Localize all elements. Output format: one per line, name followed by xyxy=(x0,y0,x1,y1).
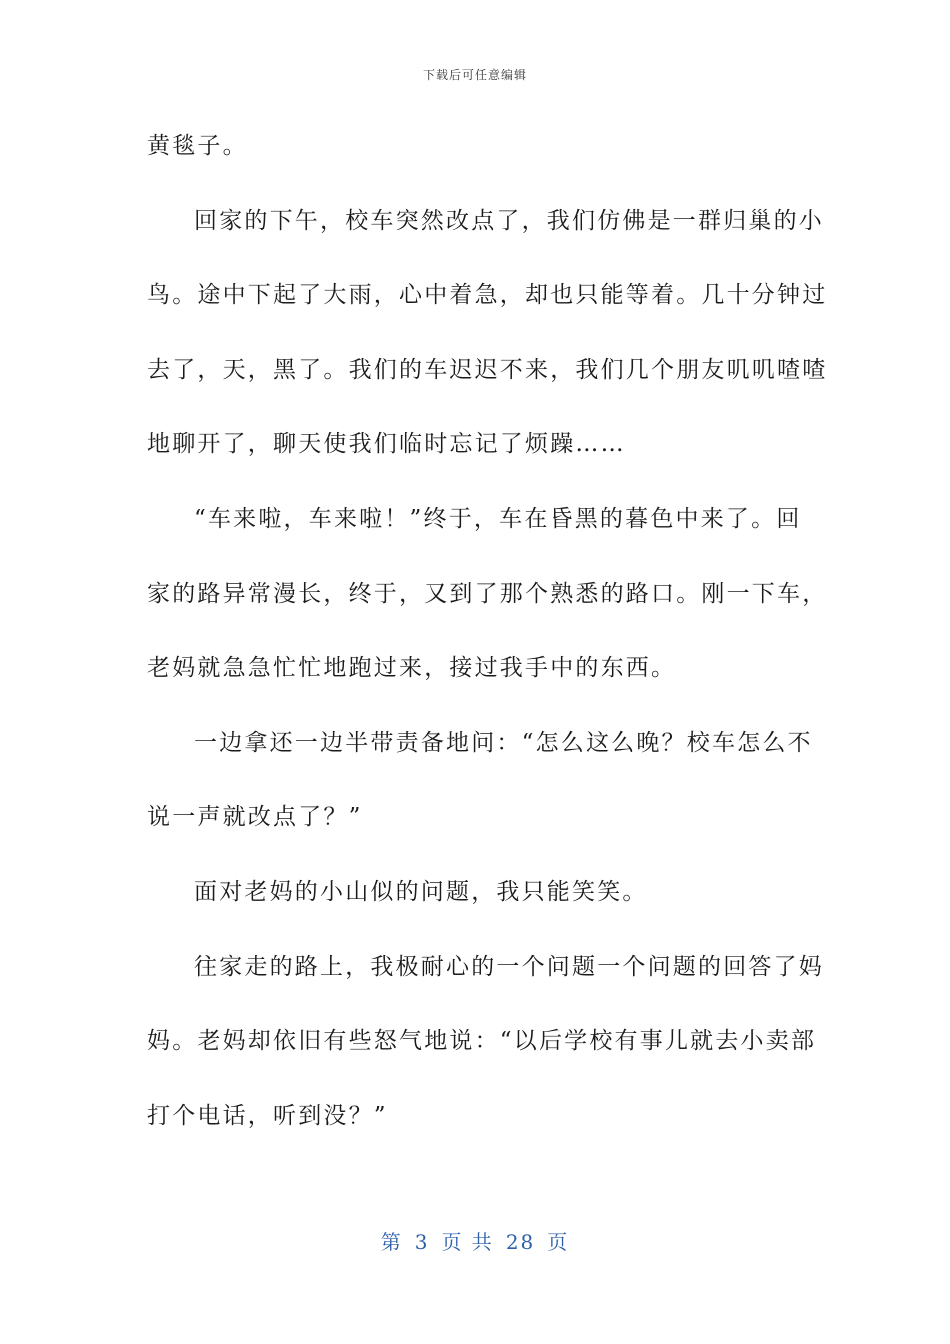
footer-suffix: 页 xyxy=(547,1230,570,1254)
text-line: 老妈就急急忙忙地跑过来，接过我手中的东西。 xyxy=(147,655,677,682)
text-line: 黄毯子。 xyxy=(147,133,248,159)
text-line: 去了，天，黑了。我们的车迟迟不来，我们几个朋友叽叽喳喳 xyxy=(147,356,828,383)
page-header: 下载后可任意编辑 xyxy=(422,68,527,82)
text-line: 往家走的路上，我极耐心的一个问题一个问题的回答了妈 xyxy=(194,953,824,980)
text-line: 鸟。途中下起了大雨，心中着急，却也只能等着。几十分钟过 xyxy=(147,282,828,309)
footer-prefix: 第 xyxy=(380,1230,403,1254)
page-footer xyxy=(0,1226,950,1255)
text-line: 说一声就改点了？” xyxy=(147,804,363,831)
text-line: 一边拿还一边半带责备地问：“怎么这么晚？校车怎么不 xyxy=(194,729,813,756)
text-line: 打个电话，听到没？” xyxy=(147,1102,388,1129)
body-text xyxy=(147,122,828,1166)
text-line: 回家的下午，校车突然改点了，我们仿佛是一群归巢的小 xyxy=(194,207,824,234)
page-number: 3 xyxy=(414,1230,430,1254)
total-pages: 28 xyxy=(505,1230,536,1254)
text-line: “车来啦，车来啦！”终于，车在昏黑的暮色中来了。回 xyxy=(194,505,802,532)
text-line: 地聊开了，聊天使我们临时忘记了烦躁…… xyxy=(147,431,626,458)
text-line: 家的路异常漫长，终于，又到了那个熟悉的路口。刚一下车， xyxy=(147,580,828,607)
footer-mid: 页 共 xyxy=(441,1230,494,1254)
text-line: 面对老妈的小山似的问题，我只能笑笑。 xyxy=(194,878,648,905)
text-line: 妈。老妈却依旧有些怒气地说：“以后学校有事儿就去小卖部 xyxy=(147,1028,817,1055)
